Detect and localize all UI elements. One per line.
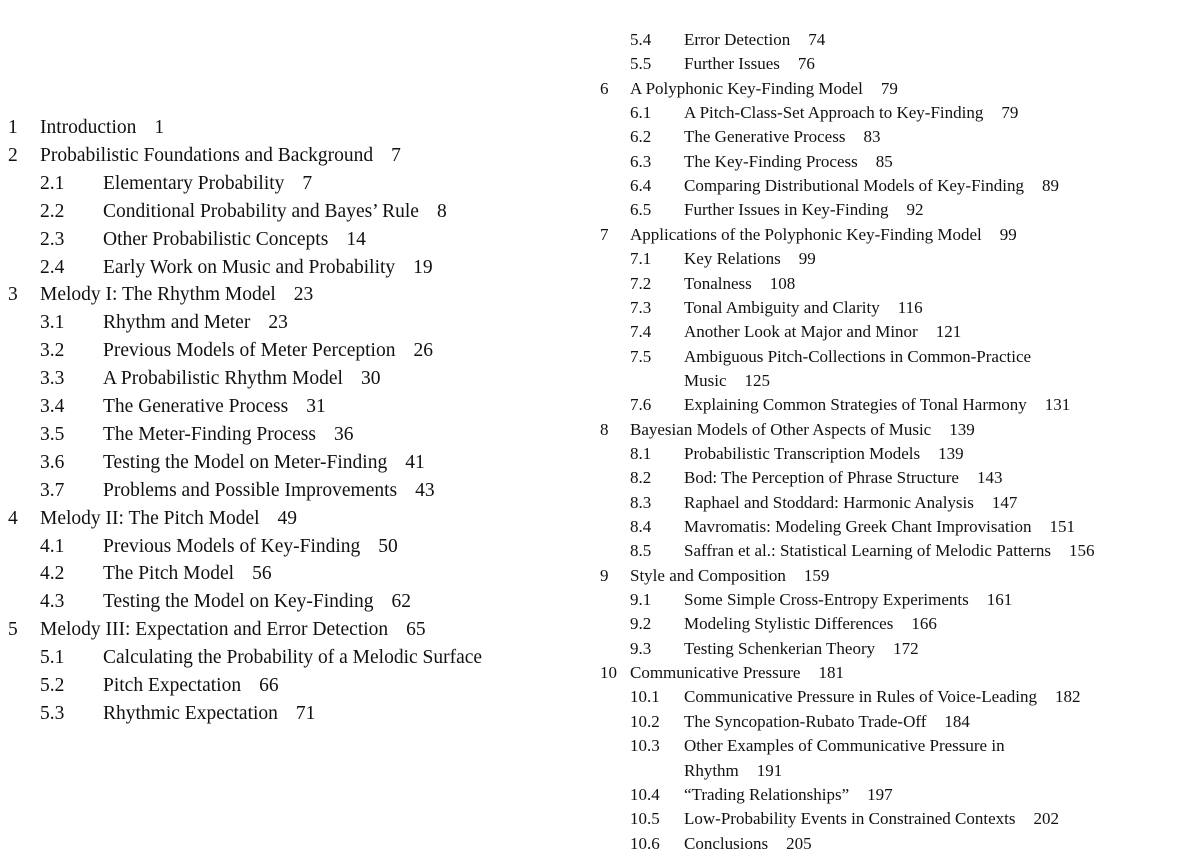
- toc-entry-title: Explaining Common Strategies of Tonal Harmony: [684, 395, 1027, 415]
- toc-entry-page: 79: [880, 78, 898, 98]
- toc-entry-title-line: [103, 560, 272, 588]
- toc-entry-title-line: [684, 150, 893, 174]
- toc-entry-page: 182: [1055, 687, 1081, 707]
- toc-entry-page: 161: [986, 590, 1013, 610]
- toc-entry-title: “Trading Relationships”: [684, 784, 850, 804]
- toc-entry-page: 147: [991, 492, 1018, 512]
- toc-entry-page: 50: [378, 535, 398, 557]
- toc-entry-number: 5: [8, 619, 18, 641]
- toc-entry-page: 65: [406, 619, 426, 641]
- toc-entry-title: Style and Composition: [630, 565, 786, 585]
- toc-entry-title: Raphael and Stoddard: Harmonic Analysis: [684, 492, 974, 512]
- toc-entry-title: Modeling Stylistic Differences: [684, 614, 894, 634]
- toc-entry-title-line: [684, 101, 1018, 125]
- toc-entry-title: Another Look at Major and Minor: [684, 322, 918, 342]
- toc-entry-title: Further Issues: [684, 54, 780, 74]
- toc-entry-page: 116: [897, 297, 923, 317]
- toc-entry-title-line: [684, 832, 812, 856]
- toc-entry-title: Rhythm and Meter: [103, 312, 251, 334]
- toc-entry-title-line: [684, 198, 923, 222]
- toc-entry-title-line: [103, 254, 433, 282]
- toc-entry-title: Testing the Model on Key-Finding: [103, 591, 374, 613]
- toc-entry-page: 23: [293, 284, 314, 306]
- toc-entry-title-line: [684, 783, 893, 807]
- toc-entry-title: Saffran et al.: Statistical Learning of Melodic Patterns: [684, 541, 1051, 561]
- toc-entry-title-line: [103, 644, 500, 672]
- toc-entry-page: 125: [744, 370, 770, 390]
- toc-entry-number: 4.2: [40, 563, 65, 585]
- toc-entry-page: 14: [346, 228, 366, 250]
- toc-entry-number: 9.3: [630, 638, 652, 658]
- toc-entry-title: Testing Schenkerian Theory: [684, 638, 876, 658]
- toc-entry-title-line: [684, 125, 880, 149]
- toc-entry-number: 4.1: [40, 535, 65, 557]
- toc-entry-title: Introduction: [40, 117, 137, 138]
- toc-entry-title-line: [684, 296, 923, 320]
- toc-entry-number: 2: [8, 144, 18, 166]
- toc-entry-page: 89: [1041, 176, 1059, 196]
- toc-entry-title: A Probabilistic Rhythm Model: [103, 368, 343, 390]
- toc-entry-title-line: [103, 477, 435, 505]
- toc-entry-number: 3.7: [40, 479, 65, 501]
- toc-entry-title: Tonal Ambiguity and Clarity: [684, 297, 880, 317]
- toc-entry-title: Further Issues in Key-Finding: [684, 200, 889, 220]
- toc-entry-number: 4.3: [40, 591, 65, 613]
- toc-entry-title-line: [684, 759, 782, 783]
- toc-entry-title: Applications of the Polyphonic Key-Finding Model: [630, 224, 982, 244]
- toc-entry-page: 184: [944, 711, 970, 731]
- toc-entry-number: 5.2: [40, 675, 65, 696]
- toc-entry-number: 6.1: [630, 103, 652, 123]
- toc-entry-number: 7.2: [630, 273, 652, 293]
- toc-entry-number: 7: [600, 224, 609, 244]
- toc-entry-title: Previous Models of Meter Perception: [103, 340, 396, 362]
- toc-entry-page: 172: [893, 638, 919, 658]
- toc-entry-title-line: [684, 588, 1012, 612]
- toc-entry-number: 2.3: [40, 228, 65, 250]
- toc-entry-title-line: [684, 807, 1059, 831]
- toc-entry-title-line: [103, 533, 398, 561]
- toc-entry-title: Testing the Model on Meter-Finding: [103, 451, 388, 473]
- toc-entry-title-line: [40, 281, 313, 309]
- toc-entry-number: 6.4: [630, 176, 652, 196]
- toc-entry-title-line: [684, 345, 1049, 369]
- toc-entry-page: 83: [863, 127, 881, 147]
- toc-entry-title-line: [684, 442, 964, 466]
- toc-entry-title: Mavromatis: Modeling Greek Chant Improvisation: [684, 517, 1032, 536]
- toc-entry-title-line: [40, 142, 401, 170]
- toc-entry-title: Problems and Possible Improvements: [103, 479, 398, 501]
- toc-entry-number: 9.1: [630, 590, 652, 610]
- toc-entry-number: 1: [8, 117, 18, 138]
- toc-entry-title: Calculating the Probability of a Melodic Surface: [103, 647, 483, 669]
- toc-entry-page: 92: [906, 200, 924, 220]
- toc-entry-page: 41: [405, 451, 425, 473]
- toc-entry-page: 205: [786, 833, 812, 853]
- toc-entry-page: 49: [277, 507, 298, 529]
- toc-entry-title-line: [103, 170, 312, 198]
- toc-entry-title-line: [684, 612, 937, 636]
- toc-entry-number: 5.4: [630, 30, 652, 49]
- toc-entry-number: 10.2: [630, 711, 660, 731]
- toc-entry-number: 8: [600, 419, 609, 439]
- toc-entry-number: 5.3: [40, 702, 65, 724]
- toc-entry-page: 76: [797, 54, 815, 74]
- toc-entry-number: 6.3: [630, 151, 652, 171]
- toc-entry-page: 99: [999, 224, 1017, 244]
- toc-entry-number: 8.2: [630, 468, 652, 488]
- toc-entry-title: A Polyphonic Key-Finding Model: [630, 78, 863, 98]
- toc-entry-number: 8.5: [630, 541, 652, 561]
- toc-entry-page: 1: [154, 117, 165, 138]
- toc-entry-title: Error Detection: [684, 30, 791, 49]
- toc-entry-title-line: [684, 320, 961, 344]
- toc-entry-page: 62: [391, 591, 412, 613]
- toc-entry-title: A Pitch-Class-Set Approach to Key-Finding: [684, 103, 984, 123]
- toc-entry-title-line: [103, 449, 425, 477]
- toc-entry-number: 10.1: [630, 687, 660, 707]
- toc-entry-number: 7.6: [630, 395, 652, 415]
- toc-entry-page: 181: [818, 663, 844, 683]
- toc-entry-title-line: [40, 505, 297, 533]
- toc-entry-page: 30: [360, 368, 381, 390]
- toc-entry-page: 139: [938, 443, 964, 463]
- toc-entry-title: Tonalness: [684, 273, 752, 293]
- toc-entry-title-line: [684, 466, 1002, 490]
- toc-entry-title-line: [630, 661, 844, 685]
- toc-entry-title: Probabilistic Foundations and Background: [40, 144, 374, 166]
- toc-entry-page: 23: [268, 312, 288, 334]
- toc-entry-title: Communicative Pressure: [630, 663, 801, 683]
- toc-entry-title: The Syncopation-Rubato Trade-Off: [684, 711, 927, 731]
- toc-entry-title-line: [684, 710, 970, 734]
- toc-entry-page: 143: [976, 468, 1003, 488]
- toc-entry-page: 139: [949, 419, 975, 439]
- toc-entry-page: 202: [1033, 809, 1059, 829]
- toc-entry-number: 6.5: [630, 200, 652, 220]
- toc-entry-number: 7.1: [630, 249, 652, 269]
- toc-entry-number: 6: [600, 78, 609, 98]
- toc-entry-title: The Pitch Model: [103, 563, 235, 585]
- toc-entry-page: 131: [1044, 395, 1071, 415]
- toc-entry-title-line: [103, 421, 354, 449]
- toc-entry-number: 7.5: [630, 346, 652, 366]
- toc-entry-title: Some Simple Cross-Entropy Experiments: [684, 590, 969, 610]
- toc-entry-title: Pitch Expectation: [103, 675, 242, 696]
- toc-entry-title-line: [103, 672, 279, 700]
- toc-entry-title: Previous Models of Key-Finding: [103, 535, 361, 557]
- toc-entry-title-line: [684, 52, 815, 76]
- toc-entry-title: Bod: The Perception of Phrase Structure: [684, 468, 959, 488]
- toc-entry-title-line: [630, 564, 829, 588]
- toc-entry-title-line: [103, 365, 380, 393]
- toc-entry-page: 85: [875, 151, 893, 171]
- toc-entry-title-line: [684, 247, 816, 271]
- toc-entry-title: Conclusions: [684, 833, 769, 853]
- toc-entry-title-line: [103, 588, 411, 616]
- toc-entry-number: 3.3: [40, 368, 65, 390]
- toc-entry-page: 191: [756, 760, 783, 780]
- toc-entry-number: 6.2: [630, 127, 652, 147]
- toc-entry-title: Other Probabilistic Concepts: [103, 228, 329, 250]
- toc-entry-title: Conditional Probability and Bayes’ Rule: [103, 200, 419, 222]
- toc-entry-number: 3.1: [40, 312, 65, 334]
- toc-entry-number: 3.2: [40, 340, 65, 362]
- toc-entry-number: 10.5: [630, 809, 660, 829]
- toc-entry-title: Low-Probability Events in Constrained Contexts: [684, 809, 1016, 829]
- toc-entry-number: 9: [600, 565, 609, 585]
- toc-entry-title-line: [630, 77, 898, 101]
- toc-entry-number: 3.5: [40, 423, 65, 445]
- toc-entry-title-line: [103, 700, 315, 728]
- toc-entry-title-line: [684, 272, 795, 296]
- toc-entry-number: 5.1: [40, 647, 65, 669]
- toc-entry-title: Melody II: The Pitch Model: [40, 507, 260, 529]
- toc-entry-page: 151: [1049, 517, 1075, 536]
- toc-entry-number: 2.2: [40, 200, 65, 222]
- toc-entry-title-line: [103, 309, 288, 337]
- toc-entry-title: Key Relations: [684, 249, 781, 269]
- toc-entry-title: Communicative Pressure in Rules of Voice-Leading: [684, 687, 1037, 707]
- toc-entry-title: Rhythm: [684, 760, 739, 780]
- toc-entry-number: 2.4: [40, 256, 65, 278]
- toc-entry-title-line: [684, 393, 1070, 417]
- toc-entry-page: 74: [808, 30, 826, 49]
- toc-entry-title: The Meter-Finding Process: [103, 423, 316, 445]
- toc-entry-page: 156: [1068, 541, 1095, 561]
- toc-entry-title-line: [40, 114, 164, 142]
- toc-entry-title: The Generative Process: [684, 127, 846, 147]
- toc-entry-title-line: [630, 223, 1017, 247]
- toc-entry-number: 9.2: [630, 614, 652, 634]
- toc-entry-number: 3.6: [40, 451, 65, 473]
- toc-entry-page: 166: [911, 614, 937, 634]
- toc-entry-number: 8.1: [630, 443, 652, 463]
- toc-entry-page: 19: [413, 256, 433, 278]
- toc-entry-title: Comparing Distributional Models of Key-Finding: [684, 176, 1024, 196]
- toc-entry-title: The Generative Process: [103, 396, 289, 417]
- toc-entry-number: 3: [8, 284, 18, 306]
- toc-entry-number: 3.4: [40, 396, 65, 417]
- toc-entry-title-line: [684, 369, 770, 393]
- toc-entry-title-line: [684, 491, 1017, 515]
- toc-entry-title: Other Examples of Communicative Pressure in: [684, 736, 1005, 756]
- toc-entry-title-line: [103, 198, 447, 226]
- toc-entry-title-line: [684, 539, 1094, 563]
- toc-entry-title: Melody I: The Rhythm Model: [40, 284, 276, 306]
- toc-entry-title: Ambiguous Pitch-Collections in Common-Practice: [684, 346, 1032, 366]
- toc-entry-page: 7: [302, 172, 313, 194]
- toc-entry-page: 66: [259, 675, 279, 696]
- toc-entry-page: 56: [252, 563, 272, 585]
- toc-entry-title: Bayesian Models of Other Aspects of Music: [630, 419, 932, 439]
- toc-entry-page: 7: [391, 144, 401, 166]
- toc-entry-title: Rhythmic Expectation: [103, 702, 278, 724]
- toc-entry-page: 159: [803, 565, 830, 585]
- toc-entry-title-line: [684, 685, 1081, 709]
- toc-entry-title-line: [40, 616, 426, 644]
- toc-entry-title: The Key-Finding Process: [684, 151, 858, 171]
- toc-entry-title-line: [684, 515, 1075, 539]
- toc-entry-number: 7.3: [630, 297, 652, 317]
- toc-entry-page: 71: [295, 702, 316, 724]
- toc-entry-number: 10: [600, 663, 617, 683]
- toc-entry-number: 2.1: [40, 172, 65, 194]
- toc-entry-number: 10.3: [630, 736, 660, 756]
- toc-entry-number: 10.6: [630, 833, 660, 853]
- toc-entry-page: 121: [935, 322, 962, 342]
- toc-entry-title-line: [103, 226, 366, 254]
- toc-entry-number: 10.4: [630, 784, 660, 804]
- toc-entry-title: Elementary Probability: [103, 172, 285, 194]
- toc-entry-title-line: [103, 337, 433, 365]
- toc-entry-title: Melody III: Expectation and Error Detection: [40, 619, 389, 641]
- toc-entry-number: 5.5: [630, 54, 652, 74]
- toc-entry-page: 43: [415, 479, 435, 501]
- toc-entry-number: 7.4: [630, 322, 652, 342]
- toc-entry-title-line: [684, 174, 1059, 198]
- toc-entry-number: 4: [8, 507, 18, 529]
- toc-entry-page: 36: [334, 423, 354, 445]
- toc-entry-page: 108: [769, 273, 796, 293]
- toc-entry-number: 8.3: [630, 492, 652, 512]
- toc-entry-number: 8.4: [630, 517, 652, 536]
- toc-entry-title-line: [684, 28, 825, 52]
- toc-entry-title-line: [684, 734, 1023, 758]
- toc-entry-page: 79: [1001, 103, 1019, 123]
- toc-entry-title-line: [103, 393, 326, 421]
- toc-entry-title-line: [684, 637, 919, 661]
- toc-entry-page: 99: [798, 249, 816, 269]
- toc-entry-page: 31: [306, 396, 326, 417]
- toc-entry-title: Early Work on Music and Probability: [103, 256, 396, 278]
- toc-entry-title: Music: [684, 370, 727, 390]
- toc-entry-title: Probabilistic Transcription Models: [684, 443, 921, 463]
- toc-entry-page: 197: [867, 784, 893, 804]
- toc-entry-page: 8: [436, 200, 447, 222]
- toc-entry-title-line: [630, 418, 975, 442]
- toc-entry-page: 26: [413, 340, 433, 362]
